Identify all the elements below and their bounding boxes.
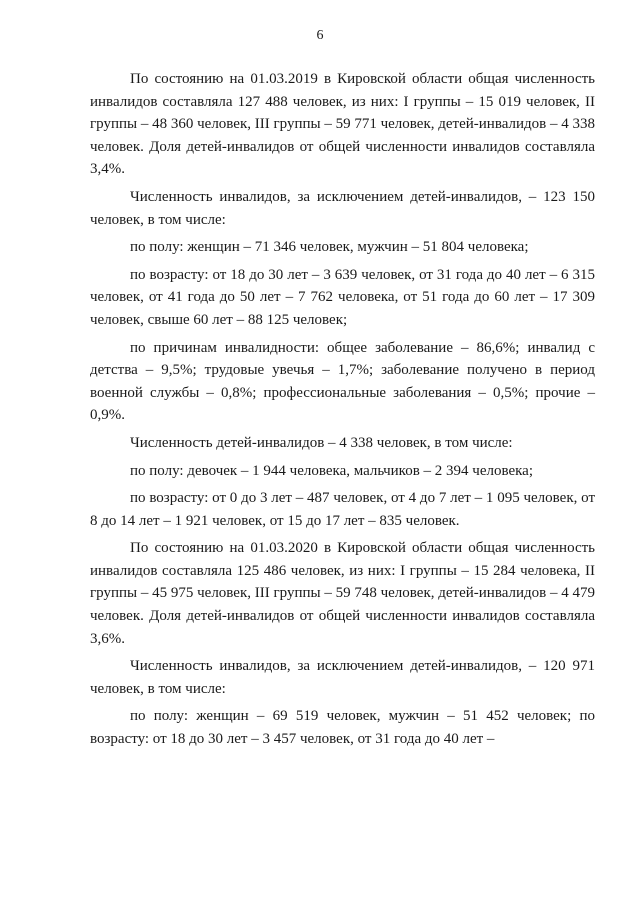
page-number: 6 (316, 28, 324, 43)
paragraph-disability-causes-2019: по причинам инвалидности: общее заболевание – 86,6%; инвалид с детства – 9,5%; трудовые увечья – 1,7%; заболевание получено в период военной службы – 0,8%; профессиональные заболевания – 0,5%; прочие – 0,9%. (90, 339, 595, 424)
paragraph-2020-summary: По состоянию на 01.03.2020 в Кировской области общая численность инвалидов составляла 125 486 человек, из них: I группы – 15 284 человека, II группы – 45 975 человек, III группы – 59 748 человек, детей-инвалидов – 4 479 человек. Доля детей-инвалидов от общей численности инвалидов составляла 3,6%. (90, 540, 595, 647)
paragraph-children-count-2019: Численность детей-инвалидов – 4 338 человек, в том числе: (130, 434, 513, 451)
paragraph-children-by-sex-2019: по полу: девочек – 1 944 человека, мальчиков – 2 394 человека; (130, 462, 534, 479)
paragraph-children-by-age-2019: по возрасту: от 0 до 3 лет – 487 человек, от 4 до 7 лет – 1 095 человек, от 8 до 14 лет – 1 921 человек, от 15 до 17 лет – 835 человек. (90, 490, 595, 529)
paragraph-adults-by-sex-2019: по полу: женщин – 71 346 человек, мужчин – 51 804 человека; (130, 239, 529, 256)
paragraph-adults-by-age-2019: по возрасту: от 18 до 30 лет – 3 639 человек, от 31 года до 40 лет – 6 315 человек, от 41 года до 50 лет – 7 762 человека, от 51 года до 60 лет – 17 309 человек, свыше 60 лет – 88 125 человек; (90, 266, 595, 328)
paragraph-adults-by-sex-age-2020: по полу: женщин – 69 519 человек, мужчин – 51 452 человек; по возрасту: от 18 до 30 лет – 3 457 человек, от 31 года до 40 лет – (90, 708, 595, 748)
document-body (90, 68, 595, 751)
paragraph-2019-summary: По состоянию на 01.03.2019 в Кировской области общая численность инвалидов составляла 127 488 человек, из них: I группы – 15 019 человек, II группы – 48 360 человек, III группы – 59 771 человек, детей-инвалидов – 4 338 человек. Доля детей-инвалидов от общей численности инвалидов составляла 3,4%. (90, 71, 595, 178)
paragraph-adults-count-2020: Численность инвалидов, за исключением детей-инвалидов, – 120 971 человек, в том числе: (90, 658, 595, 697)
paragraph-adults-count-2019: Численность инвалидов, за исключением детей-инвалидов, – 123 150 человек, в том числе: (90, 188, 595, 228)
